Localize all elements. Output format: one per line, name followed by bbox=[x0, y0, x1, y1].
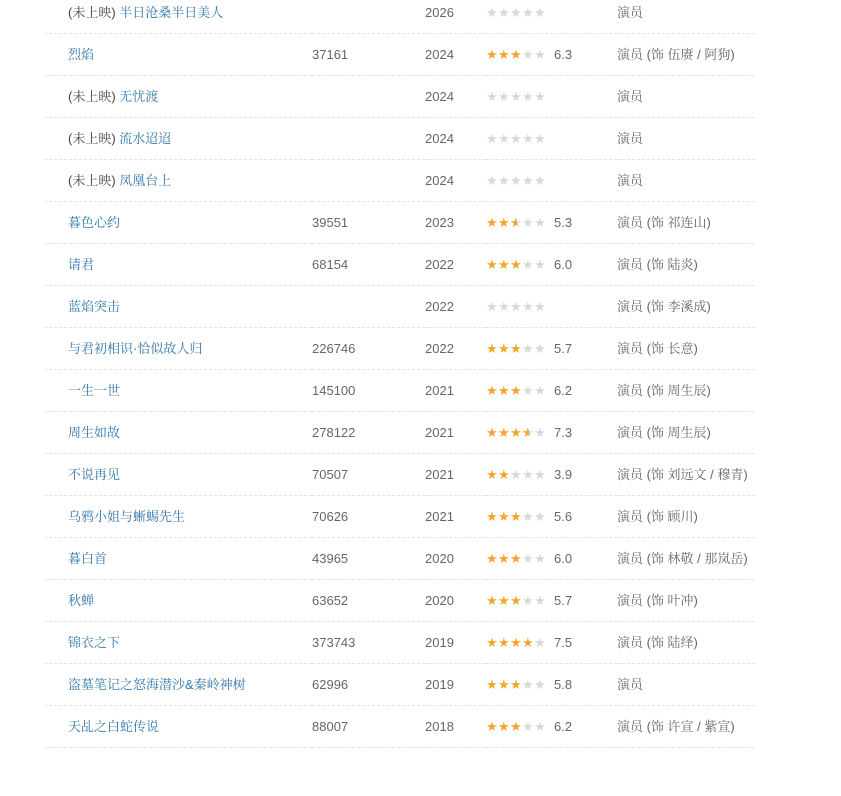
work-title-cell bbox=[44, 496, 312, 538]
star-icon: ★ bbox=[522, 509, 534, 524]
star-icon: ★ bbox=[498, 215, 510, 230]
star-rating bbox=[486, 257, 546, 272]
work-role: 演员 bbox=[617, 118, 755, 160]
star-icon: ★ bbox=[534, 593, 546, 608]
rating-cell bbox=[486, 34, 617, 76]
work-year: 2022 bbox=[425, 328, 486, 370]
work-row bbox=[44, 328, 755, 370]
work-role: 演员 (饰 周生辰) bbox=[617, 370, 755, 412]
rating-cell bbox=[486, 664, 617, 706]
work-role: 演员 (饰 顾川) bbox=[617, 496, 755, 538]
work-row bbox=[44, 622, 755, 664]
star-icon: ★ bbox=[510, 719, 522, 734]
work-title-cell bbox=[44, 454, 312, 496]
star-icon: ★ bbox=[486, 677, 498, 692]
work-title-link[interactable]: 秋蝉 bbox=[68, 593, 95, 608]
work-title-link[interactable]: 暮白首 bbox=[68, 551, 108, 566]
ratings-count: 43965 bbox=[312, 538, 425, 580]
work-row bbox=[44, 118, 755, 160]
ratings-count bbox=[312, 0, 425, 34]
star-icon: ★ bbox=[498, 383, 510, 398]
work-year: 2024 bbox=[425, 76, 486, 118]
star-icon: ★ bbox=[486, 131, 498, 146]
work-row bbox=[44, 664, 755, 706]
work-row bbox=[44, 202, 755, 244]
ratings-count: 226746 bbox=[312, 328, 425, 370]
rating-value: 6.0 bbox=[554, 257, 573, 272]
star-icon: ★ bbox=[498, 89, 510, 104]
star-icon: ★ bbox=[486, 467, 498, 482]
star-icon: ★ bbox=[522, 47, 534, 62]
star-icon: ★ bbox=[522, 173, 534, 188]
star-icon: ★ bbox=[486, 509, 498, 524]
ratings-count: 70507 bbox=[312, 454, 425, 496]
star-icon: ★ bbox=[534, 299, 546, 314]
star-icon: ★ bbox=[486, 173, 498, 188]
star-icon: ★ bbox=[498, 635, 510, 650]
rating-cell bbox=[486, 118, 617, 160]
work-role: 演员 bbox=[617, 160, 755, 202]
star-icon: ★ bbox=[486, 341, 498, 356]
star-rating bbox=[486, 551, 546, 566]
work-title-cell bbox=[44, 244, 312, 286]
star-icon: ★ bbox=[510, 635, 522, 650]
work-role: 演员 (饰 伍赓 / 阿狗) bbox=[617, 34, 755, 76]
work-row bbox=[44, 496, 755, 538]
star-icon: ★ bbox=[522, 131, 534, 146]
work-year: 2021 bbox=[425, 412, 486, 454]
work-year: 2024 bbox=[425, 160, 486, 202]
work-title-link[interactable]: 半日沧桑半日美人 bbox=[119, 5, 224, 20]
star-icon: ★ bbox=[498, 593, 510, 608]
work-title-cell bbox=[44, 412, 312, 454]
star-icon: ★ ★ bbox=[522, 422, 534, 443]
star-icon: ★ bbox=[498, 425, 510, 440]
unreleased-prefix: (未上映) bbox=[68, 89, 120, 104]
ratings-count bbox=[312, 160, 425, 202]
work-row bbox=[44, 0, 755, 34]
star-icon: ★ bbox=[510, 257, 522, 272]
star-icon: ★ bbox=[510, 593, 522, 608]
star-icon: ★ ★ bbox=[510, 212, 522, 233]
star-icon: ★ bbox=[534, 131, 546, 146]
star-rating bbox=[486, 677, 546, 692]
work-year: 2019 bbox=[425, 664, 486, 706]
rating-value: 6.2 bbox=[554, 719, 573, 734]
ratings-count: 37161 bbox=[312, 34, 425, 76]
rating-cell bbox=[486, 202, 617, 244]
star-rating bbox=[486, 89, 546, 104]
star-icon: ★ bbox=[498, 719, 510, 734]
work-row bbox=[44, 244, 755, 286]
rating-value: 6.0 bbox=[554, 551, 573, 566]
work-year: 2021 bbox=[425, 370, 486, 412]
work-row bbox=[44, 34, 755, 76]
work-row bbox=[44, 706, 755, 748]
star-icon: ★ bbox=[486, 551, 498, 566]
rating-cell bbox=[486, 328, 617, 370]
rating-value: 7.5 bbox=[554, 635, 573, 650]
star-icon: ★ bbox=[510, 467, 522, 482]
star-icon: ★ bbox=[534, 635, 546, 650]
star-icon: ★ bbox=[498, 341, 510, 356]
work-title-cell bbox=[44, 538, 312, 580]
ratings-count: 63652 bbox=[312, 580, 425, 622]
filmography-table bbox=[44, 0, 755, 748]
star-rating bbox=[486, 47, 546, 62]
star-icon: ★ bbox=[534, 719, 546, 734]
rating-cell bbox=[486, 496, 617, 538]
ratings-count: 62996 bbox=[312, 664, 425, 706]
work-role: 演员 (饰 叶冲) bbox=[617, 580, 755, 622]
star-icon: ★ bbox=[522, 467, 534, 482]
star-icon: ★ bbox=[498, 5, 510, 20]
star-icon: ★ bbox=[534, 425, 546, 440]
star-icon: ★ bbox=[486, 5, 498, 20]
star-icon: ★ bbox=[498, 467, 510, 482]
rating-cell bbox=[486, 412, 617, 454]
star-icon: ★ bbox=[498, 257, 510, 272]
ratings-count: 145100 bbox=[312, 370, 425, 412]
star-rating bbox=[486, 509, 546, 524]
star-icon: ★ bbox=[534, 341, 546, 356]
star-icon: ★ bbox=[510, 677, 522, 692]
star-icon: ★ bbox=[486, 425, 498, 440]
star-icon: ★ bbox=[534, 215, 546, 230]
star-icon: ★ bbox=[522, 677, 534, 692]
work-title-link[interactable]: 请君 bbox=[68, 257, 95, 272]
work-title-link[interactable]: 蓝焰突击 bbox=[68, 299, 121, 314]
star-icon: ★ bbox=[522, 593, 534, 608]
rating-value: 5.3 bbox=[554, 215, 573, 230]
work-year: 2021 bbox=[425, 454, 486, 496]
star-icon: ★ bbox=[486, 719, 498, 734]
work-title-link[interactable]: 无忧渡 bbox=[119, 89, 159, 104]
work-title-link[interactable]: 凤凰台上 bbox=[119, 173, 172, 188]
work-year: 2024 bbox=[425, 34, 486, 76]
work-title-cell bbox=[44, 76, 312, 118]
work-title-cell bbox=[44, 622, 312, 664]
star-icon: ★ bbox=[486, 593, 498, 608]
star-icon: ★ bbox=[522, 551, 534, 566]
star-icon: ★ bbox=[486, 383, 498, 398]
work-row bbox=[44, 160, 755, 202]
work-title-link[interactable]: 一生一世 bbox=[68, 383, 121, 398]
star-rating bbox=[486, 425, 546, 440]
work-title-cell bbox=[44, 664, 312, 706]
star-icon: ★ bbox=[510, 5, 522, 20]
work-row bbox=[44, 286, 755, 328]
work-row bbox=[44, 412, 755, 454]
work-year: 2023 bbox=[425, 202, 486, 244]
work-title-cell bbox=[44, 580, 312, 622]
star-rating bbox=[486, 719, 546, 734]
work-title-cell bbox=[44, 328, 312, 370]
star-icon: ★ bbox=[522, 257, 534, 272]
work-title-link[interactable]: 乌鸦小姐与蜥蜴先生 bbox=[68, 509, 186, 524]
work-role: 演员 (饰 长意) bbox=[617, 328, 755, 370]
star-icon: ★ bbox=[510, 425, 522, 440]
work-row bbox=[44, 538, 755, 580]
ratings-count: 39551 bbox=[312, 202, 425, 244]
work-title-link[interactable]: 与君初相识·恰似故人归 bbox=[68, 341, 203, 356]
rating-value: 6.2 bbox=[554, 383, 573, 398]
unreleased-prefix: (未上映) bbox=[68, 5, 120, 20]
star-icon: ★ bbox=[534, 173, 546, 188]
work-year: 2026 bbox=[425, 0, 486, 34]
work-row bbox=[44, 370, 755, 412]
star-rating bbox=[486, 467, 546, 482]
star-rating bbox=[486, 635, 546, 650]
work-row bbox=[44, 76, 755, 118]
star-icon: ★ bbox=[534, 5, 546, 20]
unreleased-prefix: (未上映) bbox=[68, 173, 120, 188]
star-icon: ★ bbox=[486, 299, 498, 314]
work-role: 演员 (饰 林敬 / 那岚岳) bbox=[617, 538, 755, 580]
star-icon: ★ bbox=[534, 47, 546, 62]
star-rating bbox=[486, 593, 546, 608]
work-role: 演员 (饰 祁连山) bbox=[617, 202, 755, 244]
star-icon: ★ bbox=[522, 383, 534, 398]
star-icon: ★ bbox=[498, 299, 510, 314]
rating-cell bbox=[486, 160, 617, 202]
star-icon: ★ bbox=[510, 509, 522, 524]
rating-cell bbox=[486, 622, 617, 664]
star-rating bbox=[486, 383, 546, 398]
work-role: 演员 (饰 许宣 / 紫宣) bbox=[617, 706, 755, 748]
star-icon: ★ bbox=[510, 551, 522, 566]
star-icon: ★ bbox=[534, 89, 546, 104]
work-year: 2019 bbox=[425, 622, 486, 664]
rating-cell bbox=[486, 706, 617, 748]
star-icon: ★ bbox=[522, 635, 534, 650]
star-icon: ★ bbox=[510, 131, 522, 146]
work-title-link[interactable]: 暮色心约 bbox=[68, 215, 121, 230]
star-icon: ★ bbox=[510, 173, 522, 188]
work-title-link[interactable]: 天乩之白蛇传说 bbox=[68, 719, 160, 734]
star-icon: ★ bbox=[522, 719, 534, 734]
ratings-count: 278122 bbox=[312, 412, 425, 454]
work-role: 演员 (饰 周生辰) bbox=[617, 412, 755, 454]
work-title-link[interactable]: 周生如故 bbox=[68, 425, 121, 440]
star-icon: ★ bbox=[498, 551, 510, 566]
work-title-link[interactable]: 不说再见 bbox=[68, 467, 121, 482]
star-icon: ★ bbox=[534, 257, 546, 272]
rating-value: 5.8 bbox=[554, 677, 573, 692]
star-icon: ★ bbox=[534, 551, 546, 566]
star-icon: ★ bbox=[486, 257, 498, 272]
star-rating bbox=[486, 299, 546, 314]
work-year: 2020 bbox=[425, 538, 486, 580]
rating-value: 6.3 bbox=[554, 47, 573, 62]
star-rating bbox=[486, 215, 546, 230]
star-icon: ★ bbox=[510, 89, 522, 104]
work-title-link[interactable]: 盗墓笔记之怒海潜沙&秦岭神树 bbox=[68, 677, 246, 692]
work-title-cell bbox=[44, 286, 312, 328]
star-icon: ★ bbox=[534, 677, 546, 692]
work-title-cell bbox=[44, 34, 312, 76]
ratings-count bbox=[312, 118, 425, 160]
star-icon: ★ bbox=[498, 131, 510, 146]
work-role: 演员 (饰 李溪成) bbox=[617, 286, 755, 328]
star-rating bbox=[486, 131, 546, 146]
work-year: 2018 bbox=[425, 706, 486, 748]
star-icon: ★ bbox=[534, 467, 546, 482]
work-row bbox=[44, 454, 755, 496]
star-icon: ★ bbox=[486, 47, 498, 62]
work-year: 2022 bbox=[425, 244, 486, 286]
rating-value: 7.3 bbox=[554, 425, 573, 440]
ratings-count bbox=[312, 286, 425, 328]
star-icon: ★ bbox=[510, 299, 522, 314]
star-icon: ★ bbox=[498, 47, 510, 62]
rating-cell bbox=[486, 76, 617, 118]
work-role: 演员 bbox=[617, 76, 755, 118]
rating-value: 5.6 bbox=[554, 509, 573, 524]
work-row bbox=[44, 580, 755, 622]
ratings-count: 373743 bbox=[312, 622, 425, 664]
work-role: 演员 bbox=[617, 0, 755, 34]
work-role: 演员 (饰 陆绎) bbox=[617, 622, 755, 664]
star-icon: ★ bbox=[498, 173, 510, 188]
filmography-table-body bbox=[44, 0, 755, 748]
work-role: 演员 (饰 陆炎) bbox=[617, 244, 755, 286]
star-icon: ★ bbox=[522, 299, 534, 314]
rating-cell bbox=[486, 244, 617, 286]
rating-cell bbox=[486, 0, 617, 34]
work-title-cell bbox=[44, 370, 312, 412]
star-icon: ★ bbox=[486, 215, 498, 230]
rating-cell bbox=[486, 538, 617, 580]
ratings-count bbox=[312, 76, 425, 118]
star-icon: ★ bbox=[510, 383, 522, 398]
ratings-count: 68154 bbox=[312, 244, 425, 286]
star-icon: ★ bbox=[522, 215, 534, 230]
star-icon: ★ bbox=[498, 677, 510, 692]
work-title-link[interactable]: 流水迢迢 bbox=[119, 131, 172, 146]
work-year: 2021 bbox=[425, 496, 486, 538]
work-title-cell bbox=[44, 0, 312, 34]
work-year: 2022 bbox=[425, 286, 486, 328]
star-icon: ★ bbox=[534, 509, 546, 524]
rating-cell bbox=[486, 580, 617, 622]
rating-cell bbox=[486, 370, 617, 412]
star-rating bbox=[486, 341, 546, 356]
star-icon: ★ bbox=[486, 89, 498, 104]
star-icon: ★ bbox=[510, 341, 522, 356]
rating-value: 5.7 bbox=[554, 341, 573, 356]
work-year: 2024 bbox=[425, 118, 486, 160]
rating-value: 3.9 bbox=[554, 467, 573, 482]
star-icon: ★ bbox=[510, 47, 522, 62]
star-rating bbox=[486, 173, 546, 188]
work-role: 演员 bbox=[617, 664, 755, 706]
star-icon: ★ bbox=[522, 89, 534, 104]
star-icon: ★ bbox=[522, 5, 534, 20]
work-title-cell bbox=[44, 118, 312, 160]
rating-value: 5.7 bbox=[554, 593, 573, 608]
star-icon: ★ bbox=[522, 341, 534, 356]
star-icon: ★ bbox=[498, 509, 510, 524]
star-icon: ★ bbox=[534, 383, 546, 398]
work-title-link[interactable]: 烈焰 bbox=[68, 47, 95, 62]
work-title-cell bbox=[44, 706, 312, 748]
work-year: 2020 bbox=[425, 580, 486, 622]
ratings-count: 70626 bbox=[312, 496, 425, 538]
work-role: 演员 (饰 刘远文 / 穆青) bbox=[617, 454, 755, 496]
rating-cell bbox=[486, 454, 617, 496]
work-title-cell bbox=[44, 160, 312, 202]
work-title-cell bbox=[44, 202, 312, 244]
ratings-count: 88007 bbox=[312, 706, 425, 748]
star-rating bbox=[486, 5, 546, 20]
unreleased-prefix: (未上映) bbox=[68, 131, 120, 146]
star-icon: ★ bbox=[486, 635, 498, 650]
work-title-link[interactable]: 锦衣之下 bbox=[68, 635, 121, 650]
rating-cell bbox=[486, 286, 617, 328]
